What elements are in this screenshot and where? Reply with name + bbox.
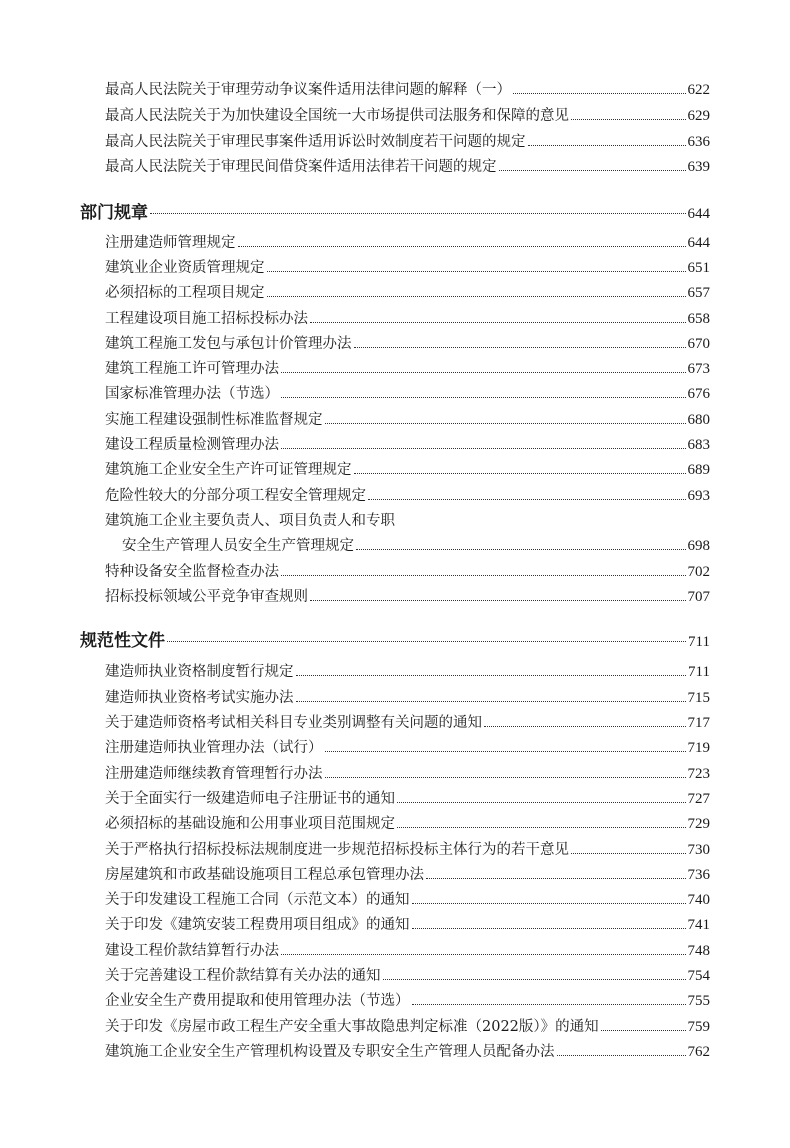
dot-leader xyxy=(557,1055,686,1056)
toc-entry[interactable] xyxy=(105,258,710,278)
toc-entry[interactable] xyxy=(105,157,710,177)
toc-entry[interactable] xyxy=(105,991,710,1011)
toc-entry[interactable] xyxy=(105,587,710,607)
toc-entry-title: 建筑施工企业安全生产管理机构设置及专职安全生产管理人员配备办法 xyxy=(105,1044,555,1060)
toc-entry-page: 693 xyxy=(687,488,710,504)
toc-entry-title: 最高人民法院关于审理劳动争议案件适用法律问题的解释（一） xyxy=(105,82,511,98)
toc-entry-page: 683 xyxy=(687,437,710,453)
toc-entry[interactable] xyxy=(105,80,710,100)
dot-leader xyxy=(513,93,686,94)
toc-entry-title: 建设工程价款结算暂行办法 xyxy=(105,943,279,959)
toc-entry-page: 715 xyxy=(687,690,710,706)
toc-entry[interactable] xyxy=(105,511,710,531)
toc-entry-page: 639 xyxy=(687,159,710,175)
toc-entry[interactable] xyxy=(105,233,710,253)
toc-entry-title: 企业安全生产费用提取和使用管理办法（节选） xyxy=(105,993,410,1009)
toc-entry[interactable] xyxy=(105,915,710,935)
toc-entry-title: 关于完善建设工程价款结算有关办法的通知 xyxy=(105,968,381,984)
dot-leader xyxy=(354,473,686,474)
dot-leader xyxy=(354,347,686,348)
dot-leader xyxy=(281,372,686,373)
dot-leader xyxy=(368,499,686,500)
toc-entry[interactable] xyxy=(105,460,710,480)
toc-entry-page: 736 xyxy=(687,867,710,883)
dot-leader xyxy=(397,827,686,828)
toc-entry[interactable] xyxy=(105,662,710,682)
toc-section-heading[interactable] xyxy=(80,626,710,651)
toc-entry-title: 注册建造师执业管理办法（试行） xyxy=(105,740,323,756)
toc-entry-title: 最高人民法院关于为加快建设全国统一大市场提供司法服务和保障的意见 xyxy=(105,108,569,124)
toc-entry-page: 689 xyxy=(687,462,710,478)
toc-entry-page: 644 xyxy=(687,235,710,251)
dot-leader xyxy=(267,271,686,272)
toc-entry-page: 729 xyxy=(687,816,710,832)
toc-entry-title: 关于印发《房屋市政工程生产安全重大事故隐患判定标准（2022版）》的通知 xyxy=(105,1019,599,1035)
dot-leader xyxy=(571,853,686,854)
section-page: 644 xyxy=(687,206,710,222)
dot-leader xyxy=(571,119,686,120)
dot-leader xyxy=(281,954,686,955)
toc-entry[interactable] xyxy=(105,840,710,860)
toc-entry-page: 727 xyxy=(687,791,710,807)
toc-entry-page: 658 xyxy=(687,311,710,327)
toc-entry-page: 698 xyxy=(687,538,710,554)
toc-entry-title: 关于严格执行招标投标法规制度进一步规范招标投标主体行为的若干意见 xyxy=(105,842,569,858)
dot-leader xyxy=(601,1030,686,1031)
toc-entry-page: 748 xyxy=(687,943,710,959)
toc-entry-title: 必须招标的基础设施和公用事业项目范围规定 xyxy=(105,816,395,832)
toc-entry-title: 关于印发《建筑安装工程费用项目组成》的通知 xyxy=(105,917,410,933)
dot-leader xyxy=(325,423,686,424)
toc-entry-page: 759 xyxy=(687,1019,710,1035)
toc-entry[interactable] xyxy=(105,738,710,758)
toc-entry-title: 建筑业企业资质管理规定 xyxy=(105,260,265,276)
dot-leader xyxy=(310,600,686,601)
toc-entry-page: 730 xyxy=(687,842,710,858)
toc-entry-page: 755 xyxy=(687,993,710,1009)
toc-entry-title: 特种设备安全监督检查办法 xyxy=(105,564,279,580)
toc-entry-title: 安全生产管理人员安全生产管理规定 xyxy=(122,538,354,554)
toc-entry-page: 711 xyxy=(688,664,710,680)
toc-entry-title: 建筑施工企业主要负责人、项目负责人和专职 xyxy=(105,513,395,529)
toc-entry-page: 754 xyxy=(687,968,710,984)
toc-entry-title: 房屋建筑和市政基础设施项目工程总承包管理办法 xyxy=(105,867,424,883)
toc-entry-page: 762 xyxy=(687,1044,710,1060)
toc-entry-page: 707 xyxy=(687,589,710,605)
toc-entry[interactable] xyxy=(105,1017,710,1037)
toc-entry[interactable] xyxy=(105,814,710,834)
toc-entry[interactable] xyxy=(105,283,710,303)
toc-entry[interactable] xyxy=(105,106,710,126)
dot-leader xyxy=(412,1004,686,1005)
toc-entry-page: 717 xyxy=(687,715,710,731)
toc-entry-continuation[interactable] xyxy=(122,536,710,556)
toc-entry[interactable] xyxy=(105,713,710,733)
toc-entry[interactable] xyxy=(105,688,710,708)
toc-entry-page: 657 xyxy=(687,285,710,301)
toc-entry-title: 建造师执业资格制度暂行规定 xyxy=(105,664,294,680)
dot-leader xyxy=(499,170,686,171)
toc-entry[interactable] xyxy=(105,486,710,506)
toc-entry[interactable] xyxy=(105,334,710,354)
toc-section-heading[interactable] xyxy=(80,198,710,223)
dot-leader xyxy=(281,575,686,576)
dot-leader xyxy=(325,751,686,752)
dot-leader xyxy=(310,322,686,323)
toc-entry[interactable] xyxy=(105,309,710,329)
toc-entry-title: 注册建造师继续教育管理暂行办法 xyxy=(105,766,323,782)
toc-entry-title: 最高人民法院关于审理民事案件适用诉讼时效制度若干问题的规定 xyxy=(105,134,526,150)
toc-entry-title: 关于全面实行一级建造师电子注册证书的通知 xyxy=(105,791,395,807)
dot-leader xyxy=(484,726,686,727)
toc-entry-title: 建筑工程施工发包与承包计价管理办法 xyxy=(105,336,352,352)
toc-entry-page: 673 xyxy=(687,361,710,377)
toc-entry-page: 680 xyxy=(687,412,710,428)
toc-entry-page: 636 xyxy=(687,134,710,150)
dot-leader xyxy=(412,903,686,904)
toc-entry-title: 建筑工程施工许可管理办法 xyxy=(105,361,279,377)
dot-leader xyxy=(238,246,686,247)
toc-entry-title: 建筑施工企业安全生产许可证管理规定 xyxy=(105,462,352,478)
toc-entry[interactable] xyxy=(105,562,710,582)
toc-entry-title: 危险性较大的分部分项工程安全管理规定 xyxy=(105,488,366,504)
toc-entry-title: 工程建设项目施工招标投标办法 xyxy=(105,311,308,327)
toc-entry-title: 国家标准管理办法（节选） xyxy=(105,386,279,402)
toc-entry[interactable] xyxy=(105,890,710,910)
toc-entry[interactable] xyxy=(105,1042,710,1062)
toc-entry-title: 建造师执业资格考试实施办法 xyxy=(105,690,294,706)
toc-entry-page: 676 xyxy=(687,386,710,402)
toc-entry-title: 关于建造师资格考试相关科目专业类别调整有关问题的通知 xyxy=(105,715,482,731)
section-title: 部门规章 xyxy=(80,203,148,223)
dot-leader xyxy=(296,701,686,702)
toc-entry[interactable] xyxy=(105,435,710,455)
toc-entry-title: 必须招标的工程项目规定 xyxy=(105,285,265,301)
toc-entry-title: 招标投标领域公平竞争审查规则 xyxy=(105,589,308,605)
toc-entry[interactable] xyxy=(105,410,710,430)
dot-leader xyxy=(397,802,686,803)
dot-leader xyxy=(150,213,686,214)
dot-leader xyxy=(296,675,687,676)
toc-entry-page: 622 xyxy=(687,82,710,98)
section-title: 规范性文件 xyxy=(80,631,165,651)
toc-entry-title: 实施工程建设强制性标准监督规定 xyxy=(105,412,323,428)
toc-entry-page: 629 xyxy=(687,108,710,124)
toc-entry-page: 702 xyxy=(687,564,710,580)
dot-leader xyxy=(325,777,686,778)
dot-leader xyxy=(426,878,686,879)
toc-entry-title: 关于印发建设工程施工合同（示范文本）的通知 xyxy=(105,892,410,908)
toc-entry[interactable] xyxy=(105,384,710,404)
dot-leader xyxy=(528,145,686,146)
toc-entry[interactable] xyxy=(105,764,710,784)
toc-entry[interactable] xyxy=(105,132,710,152)
dot-leader xyxy=(356,549,686,550)
dot-leader xyxy=(383,979,686,980)
toc-entry-page: 670 xyxy=(687,336,710,352)
toc-entry-title: 建设工程质量检测管理办法 xyxy=(105,437,279,453)
dot-leader xyxy=(167,641,686,642)
dot-leader xyxy=(267,296,686,297)
dot-leader xyxy=(281,448,686,449)
toc-entry-page: 719 xyxy=(687,740,710,756)
toc-entry-title: 最高人民法院关于审理民间借贷案件适用法律若干问题的规定 xyxy=(105,159,497,175)
toc-entry-page: 741 xyxy=(687,917,710,933)
section-page: 711 xyxy=(688,634,710,650)
dot-leader xyxy=(412,928,686,929)
toc-entry-title: 注册建造师管理规定 xyxy=(105,235,236,251)
toc-entry-page: 651 xyxy=(687,260,710,276)
toc-entry[interactable] xyxy=(105,359,710,379)
toc-entry[interactable] xyxy=(105,789,710,809)
dot-leader xyxy=(281,397,686,398)
toc-entry[interactable] xyxy=(105,941,710,961)
toc-entry[interactable] xyxy=(105,865,710,885)
toc-entry-page: 723 xyxy=(687,766,710,782)
toc-entry[interactable] xyxy=(105,966,710,986)
toc-entry-page: 740 xyxy=(687,892,710,908)
